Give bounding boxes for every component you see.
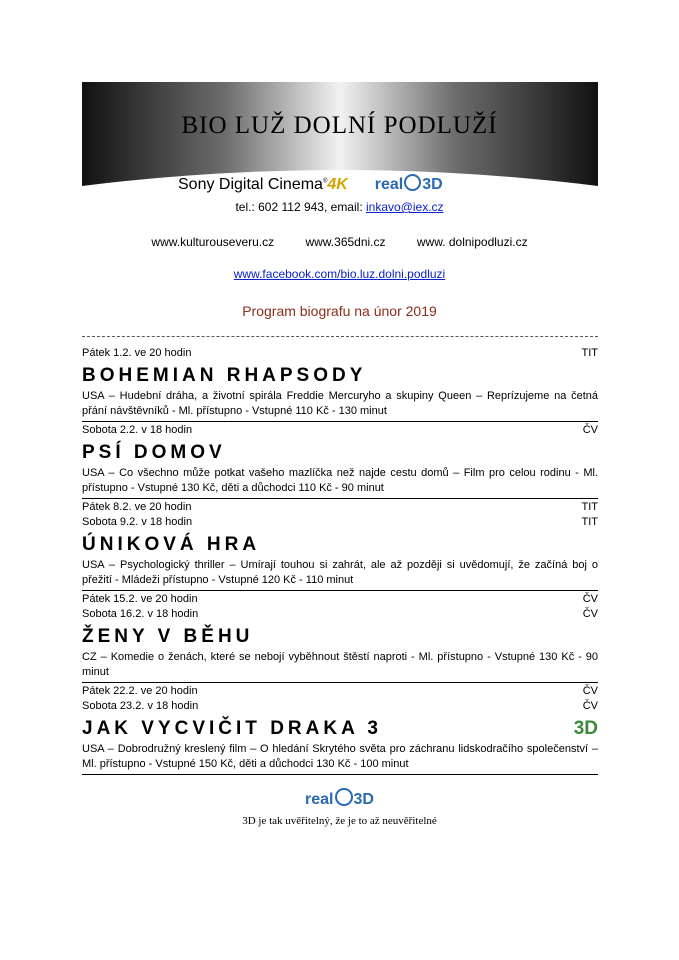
program-list	[82, 346, 598, 776]
film-entry	[82, 423, 598, 499]
screening-type: ČV	[582, 593, 598, 605]
screening-date: Sobota 9.2. v 18 hodin	[82, 516, 193, 528]
screening-row	[82, 684, 598, 699]
screening-date: Sobota 2.2. v 18 hodin	[82, 424, 193, 436]
website-link[interactable]: www.kulturouseveru.cz	[151, 235, 275, 249]
screening-row	[82, 346, 598, 361]
film-title: BOHEMIAN RHAPSODY	[82, 365, 367, 386]
screening-row	[82, 592, 598, 607]
website-link[interactable]: www. dolnipodluzi.cz	[416, 235, 528, 249]
reald-footer-logo: real 3D	[0, 788, 679, 809]
screening-row	[82, 699, 598, 714]
screening-date: Pátek 22.2. ve 20 hodin	[82, 685, 198, 697]
screening-date: Pátek 8.2. ve 20 hodin	[82, 501, 192, 513]
screening-date: Sobota 23.2. v 18 hodin	[82, 700, 199, 712]
film-description: USA – Hudební dráha, a životní spirála Freddie Mercuryho a skupiny Queen – Reprízujeme na četná přání návštěvníků - Ml. přístupno - Vstupné 110 Kč - 130 minut	[82, 389, 598, 422]
film-description: USA – Dobrodružný kreslený film – O hledání Skrytého světa pro záchranu lidskodračího společenství – Ml. přístupno - Vstupné 150 Kč, děti a důchodci 130 Kč - 100 minut	[82, 742, 598, 775]
websites	[0, 235, 679, 249]
screening-row	[82, 500, 598, 515]
film-title: ŽENY V BĚHU	[82, 626, 254, 647]
phone-text: tel.: 602 112 943, email:	[235, 200, 366, 214]
4k-badge: 4K	[327, 176, 348, 193]
screening-date: Sobota 16.2. v 18 hodin	[82, 608, 199, 620]
film-description: CZ – Komedie o ženách, které se nebojí vyběhnout štěstí naproti - Ml. přístupno - Vstupné 130 Kč - 90 minut	[82, 650, 598, 683]
screening-row	[82, 423, 598, 438]
email-link[interactable]: inkavo@iex.cz	[365, 200, 444, 214]
screening-date: Pátek 1.2. ve 20 hodin	[82, 347, 192, 359]
film-description: USA – Co všechno může potkat vašeho mazlíčka než najde cestu domů – Film pro celou rodinu - Ml. přístupno - Vstupné 130 Kč, děti a důchodci 110 Kč - 90 minut	[82, 466, 598, 499]
screening-type: ČV	[582, 700, 598, 712]
website-link[interactable]: www.365dni.cz	[305, 235, 386, 249]
film-title: ÚNIKOVÁ HRA	[82, 534, 261, 555]
sony-digital-cinema-logo: Sony Digital Cinema	[178, 176, 323, 193]
film-entry	[82, 592, 598, 683]
screening-row	[82, 607, 598, 622]
footer-slogan: 3D je tak uvěřitelný, že je to až neuvěřitelné	[242, 815, 437, 827]
screening-row	[82, 515, 598, 530]
film-entry	[82, 500, 598, 591]
film-entry	[82, 684, 598, 775]
tech-logos: Sony Digital Cinema®4K real 3D	[178, 176, 443, 193]
screening-type: TIT	[581, 516, 598, 528]
film-title: JAK VYCVIČIT DRAKA 3 3D	[82, 716, 598, 742]
film-title: PSÍ DOMOV	[82, 442, 226, 463]
3d-tag: 3D	[573, 718, 598, 739]
program-heading: Program biografu na únor 2019	[242, 303, 437, 319]
divider	[82, 336, 598, 337]
reald-logo: real 3D	[374, 176, 443, 193]
screening-type: ČV	[582, 608, 598, 620]
screening-type: TIT	[581, 501, 598, 513]
screening-type: TIT	[581, 347, 598, 359]
film-description: USA – Psychologický thriller – Umírají touhou si zahrát, ale až později si uvědomují, že začíná boj o přežití - Mládeži přístupno - Vstupné 120 Kč - 110 minut	[82, 558, 598, 591]
facebook-link[interactable]: www.facebook.com/bio.luz.dolni.podluzi	[233, 267, 446, 281]
screening-type: ČV	[582, 685, 598, 697]
cinema-title: BIO LUŽ DOLNÍ PODLUŽÍ	[181, 112, 498, 139]
screening-type: ČV	[582, 424, 598, 436]
facebook-line	[0, 267, 679, 281]
film-entry	[82, 346, 598, 422]
screening-date: Pátek 15.2. ve 20 hodin	[82, 593, 198, 605]
contact-line	[0, 200, 679, 214]
